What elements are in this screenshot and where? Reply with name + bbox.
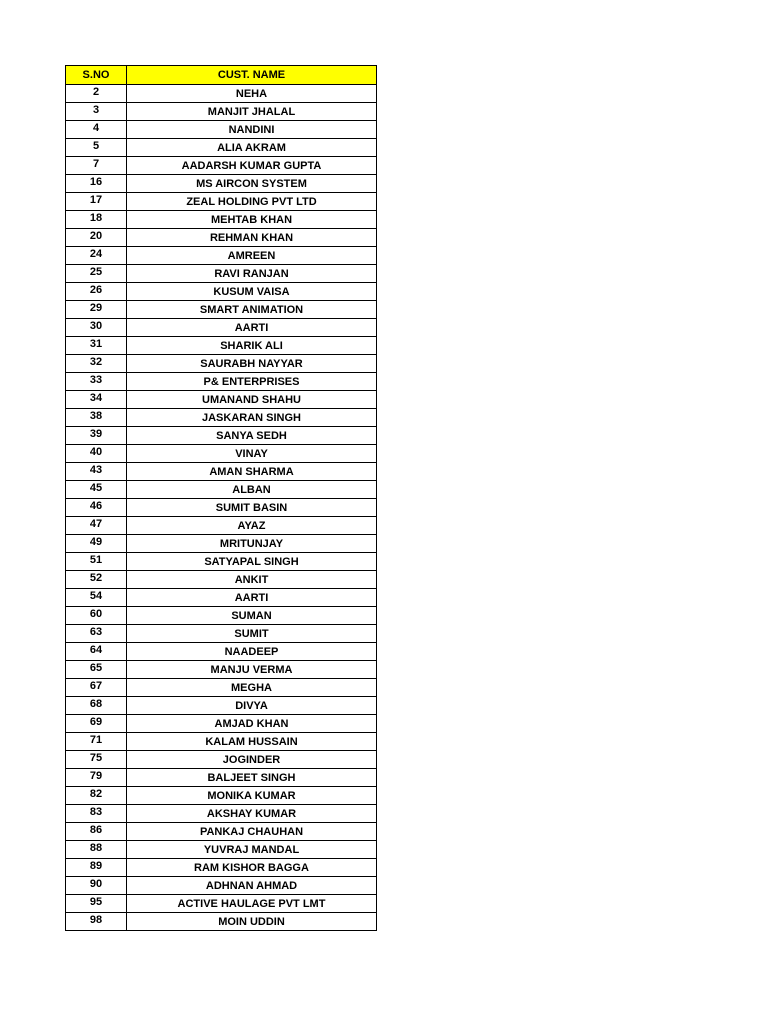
table-row [66, 157, 377, 175]
table-row [66, 805, 377, 823]
table-row [66, 823, 377, 841]
table-row [66, 607, 377, 625]
cell-cust-name: SATYAPAL SINGH [127, 553, 377, 571]
cell-sno: 47 [66, 517, 127, 535]
cell-sno: 86 [66, 823, 127, 841]
cell-cust-name: AMAN SHARMA [127, 463, 377, 481]
cell-cust-name: SUMIT [127, 625, 377, 643]
cell-cust-name: PANKAJ CHAUHAN [127, 823, 377, 841]
table-row [66, 661, 377, 679]
table-row [66, 103, 377, 121]
cell-sno: 18 [66, 211, 127, 229]
table-row [66, 499, 377, 517]
table-header-row [66, 66, 377, 85]
cell-cust-name: KUSUM VAISA [127, 283, 377, 301]
cell-cust-name: ZEAL HOLDING PVT LTD [127, 193, 377, 211]
cell-sno: 38 [66, 409, 127, 427]
cell-cust-name: AMJAD KHAN [127, 715, 377, 733]
table-row [66, 373, 377, 391]
cell-sno: 7 [66, 157, 127, 175]
cell-cust-name: ALIA AKRAM [127, 139, 377, 157]
cell-sno: 34 [66, 391, 127, 409]
table-row [66, 337, 377, 355]
cell-sno: 82 [66, 787, 127, 805]
table-row [66, 769, 377, 787]
cell-cust-name: MS AIRCON SYSTEM [127, 175, 377, 193]
table-row [66, 193, 377, 211]
cell-cust-name: ADHNAN AHMAD [127, 877, 377, 895]
cell-sno: 65 [66, 661, 127, 679]
cell-sno: 26 [66, 283, 127, 301]
cell-sno: 83 [66, 805, 127, 823]
cell-cust-name: AYAZ [127, 517, 377, 535]
cell-sno: 51 [66, 553, 127, 571]
cell-cust-name: ALBAN [127, 481, 377, 499]
cell-cust-name: RAVI RANJAN [127, 265, 377, 283]
cell-sno: 67 [66, 679, 127, 697]
table-row [66, 895, 377, 913]
table-row [66, 859, 377, 877]
table-row [66, 517, 377, 535]
cell-cust-name: NAADEEP [127, 643, 377, 661]
table-row [66, 535, 377, 553]
cell-cust-name: MRITUNJAY [127, 535, 377, 553]
table-row [66, 643, 377, 661]
table-row [66, 715, 377, 733]
cell-cust-name: AARTI [127, 319, 377, 337]
table-row [66, 625, 377, 643]
cell-sno: 98 [66, 913, 127, 931]
cell-cust-name: ACTIVE HAULAGE PVT LMT [127, 895, 377, 913]
table-row [66, 211, 377, 229]
cell-sno: 33 [66, 373, 127, 391]
cell-sno: 60 [66, 607, 127, 625]
cell-cust-name: MEHTAB KHAN [127, 211, 377, 229]
cell-sno: 68 [66, 697, 127, 715]
cell-sno: 3 [66, 103, 127, 121]
table-row [66, 481, 377, 499]
cell-cust-name: AADARSH KUMAR GUPTA [127, 157, 377, 175]
cell-sno: 40 [66, 445, 127, 463]
table-row [66, 697, 377, 715]
cell-sno: 64 [66, 643, 127, 661]
cell-cust-name: P& ENTERPRISES [127, 373, 377, 391]
table-row [66, 445, 377, 463]
table-row [66, 391, 377, 409]
table-row [66, 301, 377, 319]
cell-sno: 16 [66, 175, 127, 193]
cell-cust-name: RAM KISHOR BAGGA [127, 859, 377, 877]
cell-sno: 25 [66, 265, 127, 283]
table-row [66, 679, 377, 697]
cell-cust-name: SUMAN [127, 607, 377, 625]
cell-sno: 45 [66, 481, 127, 499]
customer-table [65, 65, 377, 931]
cell-cust-name: VINAY [127, 445, 377, 463]
cell-cust-name: AMREEN [127, 247, 377, 265]
cell-sno: 2 [66, 85, 127, 103]
table-row [66, 139, 377, 157]
cell-sno: 30 [66, 319, 127, 337]
table-row [66, 283, 377, 301]
cell-cust-name: YUVRAJ MANDAL [127, 841, 377, 859]
table-row [66, 913, 377, 931]
cell-cust-name: AKSHAY KUMAR [127, 805, 377, 823]
cell-cust-name: NEHA [127, 85, 377, 103]
cell-cust-name: NANDINI [127, 121, 377, 139]
cell-sno: 29 [66, 301, 127, 319]
table-row [66, 427, 377, 445]
cell-sno: 69 [66, 715, 127, 733]
table-row [66, 733, 377, 751]
table-row [66, 175, 377, 193]
cell-cust-name: JOGINDER [127, 751, 377, 769]
table-row [66, 571, 377, 589]
cell-cust-name: SMART ANIMATION [127, 301, 377, 319]
table-row [66, 319, 377, 337]
table-row [66, 355, 377, 373]
cell-cust-name: SUMIT BASIN [127, 499, 377, 517]
cell-cust-name: MANJU VERMA [127, 661, 377, 679]
cell-cust-name: MANJIT JHALAL [127, 103, 377, 121]
cell-sno: 5 [66, 139, 127, 157]
cell-sno: 49 [66, 535, 127, 553]
table-row [66, 229, 377, 247]
cell-sno: 54 [66, 589, 127, 607]
table-row [66, 787, 377, 805]
table-row [66, 265, 377, 283]
table-row [66, 85, 377, 103]
table-row [66, 121, 377, 139]
cell-sno: 52 [66, 571, 127, 589]
cell-cust-name: BALJEET SINGH [127, 769, 377, 787]
cell-sno: 71 [66, 733, 127, 751]
cell-sno: 63 [66, 625, 127, 643]
cell-sno: 88 [66, 841, 127, 859]
cell-sno: 39 [66, 427, 127, 445]
cell-sno: 32 [66, 355, 127, 373]
table-row [66, 409, 377, 427]
cell-sno: 17 [66, 193, 127, 211]
cell-cust-name: JASKARAN SINGH [127, 409, 377, 427]
table-body [66, 85, 377, 931]
cell-cust-name: MEGHA [127, 679, 377, 697]
cell-sno: 43 [66, 463, 127, 481]
cell-cust-name: DIVYA [127, 697, 377, 715]
cell-cust-name: KALAM HUSSAIN [127, 733, 377, 751]
cell-sno: 75 [66, 751, 127, 769]
cell-cust-name: MONIKA KUMAR [127, 787, 377, 805]
cell-cust-name: MOIN UDDIN [127, 913, 377, 931]
table-row [66, 553, 377, 571]
cell-cust-name: SANYA SEDH [127, 427, 377, 445]
cell-sno: 31 [66, 337, 127, 355]
cell-cust-name: SHARIK ALI [127, 337, 377, 355]
cell-cust-name: ANKIT [127, 571, 377, 589]
cell-sno: 90 [66, 877, 127, 895]
cell-cust-name: REHMAN KHAN [127, 229, 377, 247]
cell-cust-name: AARTI [127, 589, 377, 607]
cell-cust-name: UMANAND SHAHU [127, 391, 377, 409]
cell-sno: 95 [66, 895, 127, 913]
cell-sno: 20 [66, 229, 127, 247]
table-row [66, 247, 377, 265]
cell-sno: 79 [66, 769, 127, 787]
cell-sno: 89 [66, 859, 127, 877]
table-row [66, 877, 377, 895]
table-row [66, 841, 377, 859]
cell-sno: 4 [66, 121, 127, 139]
cell-cust-name: SAURABH NAYYAR [127, 355, 377, 373]
header-cust-name: CUST. NAME [127, 66, 377, 85]
table-row [66, 589, 377, 607]
header-sno: S.NO [66, 66, 127, 85]
table-row [66, 751, 377, 769]
cell-sno: 24 [66, 247, 127, 265]
cell-sno: 46 [66, 499, 127, 517]
table-row [66, 463, 377, 481]
